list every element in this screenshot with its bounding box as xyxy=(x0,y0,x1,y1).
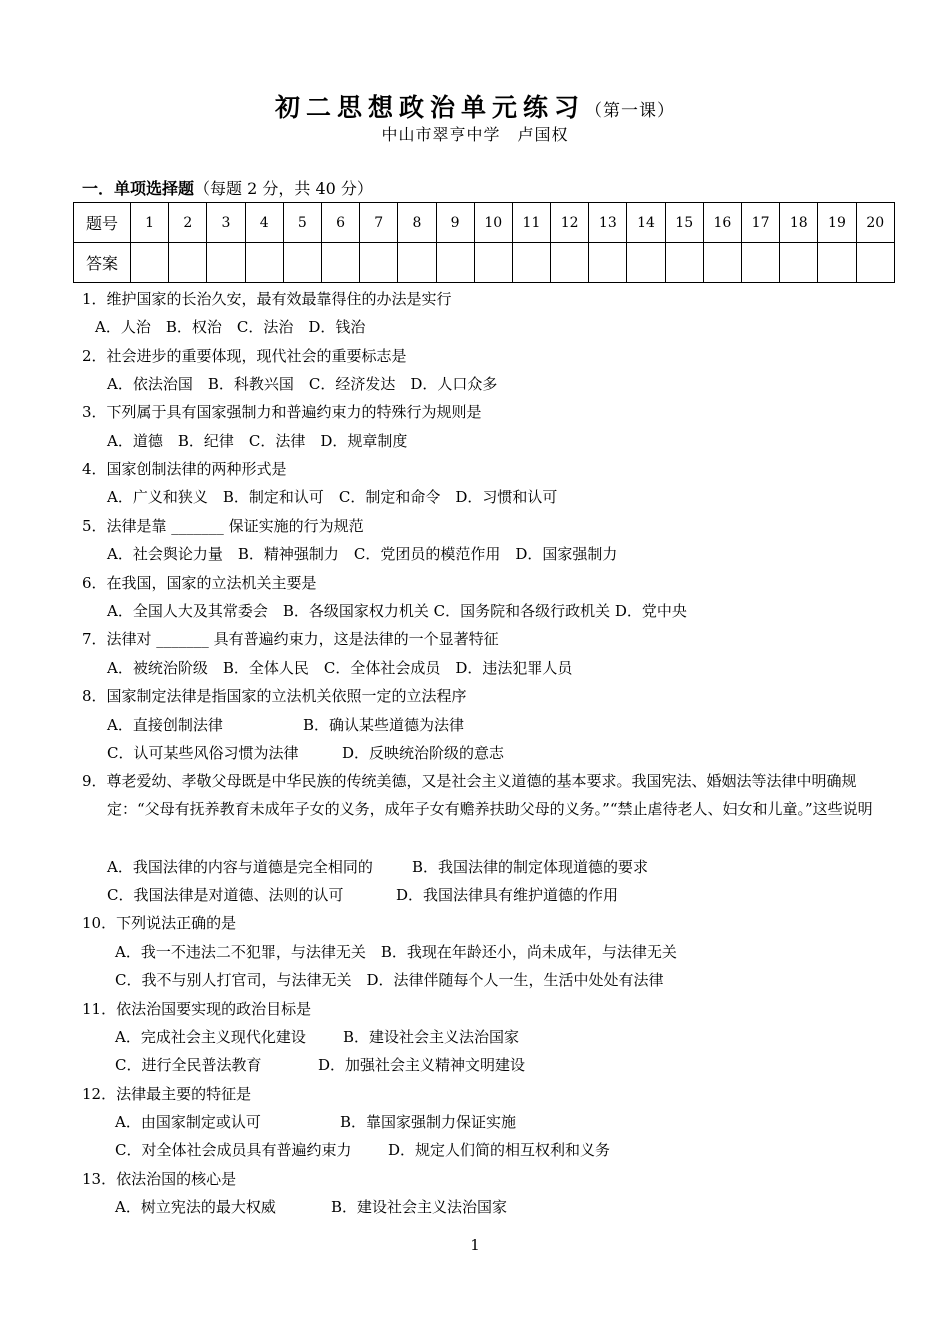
table-cell-number: 11 xyxy=(512,203,550,243)
answer-cell[interactable] xyxy=(283,243,321,283)
answer-cell[interactable] xyxy=(780,243,818,283)
question-10-options-line-1: A．我一不违法二不犯罪，与法律无关 B．我现在年龄还小，尚未成年，与法律无关 xyxy=(115,943,677,961)
question-13-option-a: A．树立宪法的最大权威 xyxy=(115,1198,276,1216)
question-3-stem: 3．下列属于具有国家强制力和普遍约束力的特殊行为规则是 xyxy=(82,403,482,421)
question-9-option-b: B．我国法律的制定体现道德的要求 xyxy=(412,858,649,876)
answer-cell[interactable] xyxy=(627,243,665,283)
table-row-answers xyxy=(74,243,895,283)
answer-cell[interactable] xyxy=(398,243,436,283)
question-7-options: A．被统治阶级 B．全体人民 C．全体社会成员 D．违法犯罪人员 xyxy=(107,659,573,677)
answer-cell[interactable] xyxy=(703,243,741,283)
answer-cell[interactable] xyxy=(207,243,245,283)
table-cell-number: 16 xyxy=(703,203,741,243)
question-11-option-b: B．建设社会主义法治国家 xyxy=(343,1028,520,1046)
question-6-stem: 6．在我国，国家的立法机关主要是 xyxy=(82,574,317,592)
question-12-option-a: A．由国家制定或认可 xyxy=(115,1113,261,1131)
question-8-option-b: B．确认某些道德为法律 xyxy=(303,716,465,734)
table-cell-number: 9 xyxy=(436,203,474,243)
section-note: （每题 2 分，共 40 分） xyxy=(194,179,373,198)
section-heading xyxy=(82,176,373,199)
answer-cell[interactable] xyxy=(551,243,589,283)
question-2-stem: 2．社会进步的重要体现，现代社会的重要标志是 xyxy=(82,347,407,365)
question-9-option-c: C．我国法律是对道德、法则的认可 xyxy=(107,886,344,904)
answer-cell[interactable] xyxy=(589,243,627,283)
question-10-options-line-2: C．我不与别人打官司，与法律无关 D．法律伴随每个人一生，生活中处处有法律 xyxy=(115,971,664,989)
question-11-option-d: D．加强社会主义精神文明建设 xyxy=(318,1056,526,1074)
question-11-stem: 11．依法治国要实现的政治目标是 xyxy=(82,1000,312,1018)
table-cell-number: 15 xyxy=(665,203,703,243)
table-row-numbers xyxy=(74,203,895,243)
answer-cell[interactable] xyxy=(169,243,207,283)
answer-cell[interactable] xyxy=(856,243,894,283)
table-cell-number: 2 xyxy=(169,203,207,243)
table-cell-number: 13 xyxy=(589,203,627,243)
question-7-stem: 7．法律对 _______ 具有普遍约束力，这是法律的一个显著特征 xyxy=(82,630,499,648)
answer-cell[interactable] xyxy=(665,243,703,283)
table-cell-number: 4 xyxy=(245,203,283,243)
table-cell-number: 5 xyxy=(283,203,321,243)
question-13-stem: 13．依法治国的核心是 xyxy=(82,1170,237,1188)
row-label-answer: 答案 xyxy=(74,243,131,283)
table-cell-number: 18 xyxy=(780,203,818,243)
question-8-option-a: A．直接创制法律 xyxy=(107,716,223,734)
page-title xyxy=(0,88,950,124)
question-8-option-c: C．认可某些风俗习惯为法律 xyxy=(107,744,299,762)
table-cell-number: 1 xyxy=(131,203,169,243)
table-cell-number: 17 xyxy=(742,203,780,243)
question-1-options: A．人治 B．权治 C．法治 D．钱治 xyxy=(95,318,366,336)
question-9-stem xyxy=(82,767,894,823)
title-main: 初二思想政治单元练习 xyxy=(274,93,585,122)
table-cell-number: 6 xyxy=(321,203,359,243)
question-4-options: A．广义和狭义 B．制定和认可 C．制定和命令 D．习惯和认可 xyxy=(107,488,558,506)
table-cell-number: 12 xyxy=(551,203,589,243)
answer-cell[interactable] xyxy=(818,243,856,283)
question-5-options: A．社会舆论力量 B．精神强制力 C．党团员的模范作用 D．国家强制力 xyxy=(107,545,618,563)
question-6-options: A．全国人大及其常委会 B．各级国家权力机关 C．国务院和各级行政机关 D．党中央 xyxy=(107,602,687,620)
question-12-option-b: B．靠国家强制力保证实施 xyxy=(340,1113,517,1131)
question-11-option-c: C．进行全民普法教育 xyxy=(115,1056,262,1074)
question-12-option-c: C．对全体社会成员具有普遍约束力 xyxy=(115,1141,352,1159)
section-title: 一．单项选择题 xyxy=(82,179,195,198)
question-5-stem: 5．法律是靠 _______ 保证实施的行为规范 xyxy=(82,517,364,535)
question-10-stem: 10．下列说法正确的是 xyxy=(82,914,237,932)
question-8-option-d: D．反映统治阶级的意志 xyxy=(342,744,505,762)
table-cell-number: 7 xyxy=(360,203,398,243)
question-4-stem: 4．国家创制法律的两种形式是 xyxy=(82,460,287,478)
answer-cell[interactable] xyxy=(321,243,359,283)
question-9-option-d: D．我国法律具有维护道德的作用 xyxy=(396,886,619,904)
question-9-option-a: A．我国法律的内容与道德是完全相同的 xyxy=(107,858,373,876)
question-13-option-b: B．建设社会主义法治国家 xyxy=(331,1198,508,1216)
question-12-stem: 12．法律最主要的特征是 xyxy=(82,1085,252,1103)
question-12-option-d: D．规定人们简的相互权利和义务 xyxy=(388,1141,611,1159)
answer-cell[interactable] xyxy=(245,243,283,283)
row-label-number: 题号 xyxy=(74,203,131,243)
table-cell-number: 8 xyxy=(398,203,436,243)
answer-cell[interactable] xyxy=(512,243,550,283)
question-9-text: 9．尊老爱幼、孝敬父母既是中华民族的传统美德，又是社会主义道德的基本要求。我国宪法、婚姻法等法律中明确规定：“父母有抚养教育未成年子女的义务，成年子女有赡养扶助父母的义务。”“禁止虐待老人、妇女和儿童。”这些说明 xyxy=(82,772,873,818)
question-3-options: A．道德 B．纪律 C．法律 D．规章制度 xyxy=(107,432,408,450)
answer-cell[interactable] xyxy=(436,243,474,283)
question-8-stem: 8．国家制定法律是指国家的立法机关依照一定的立法程序 xyxy=(82,687,467,705)
answer-cell[interactable] xyxy=(360,243,398,283)
answer-table xyxy=(73,202,895,283)
question-1-stem: 1．维护国家的长治久安，最有效最靠得住的办法是实行 xyxy=(82,290,452,308)
table-cell-number: 10 xyxy=(474,203,512,243)
answer-cell[interactable] xyxy=(474,243,512,283)
answer-cell[interactable] xyxy=(742,243,780,283)
table-cell-number: 3 xyxy=(207,203,245,243)
answer-cell[interactable] xyxy=(131,243,169,283)
page-number: 1 xyxy=(470,1236,480,1254)
author-line: 中山市翠亨中学 卢国权 xyxy=(381,125,569,144)
table-cell-number: 20 xyxy=(856,203,894,243)
table-cell-number: 19 xyxy=(818,203,856,243)
question-2-options: A．依法治国 B．科教兴国 C．经济发达 D．人口众多 xyxy=(107,375,498,393)
question-11-option-a: A．完成社会主义现代化建设 xyxy=(115,1028,306,1046)
table-cell-number: 14 xyxy=(627,203,665,243)
title-subtitle: （第一课） xyxy=(585,101,675,121)
